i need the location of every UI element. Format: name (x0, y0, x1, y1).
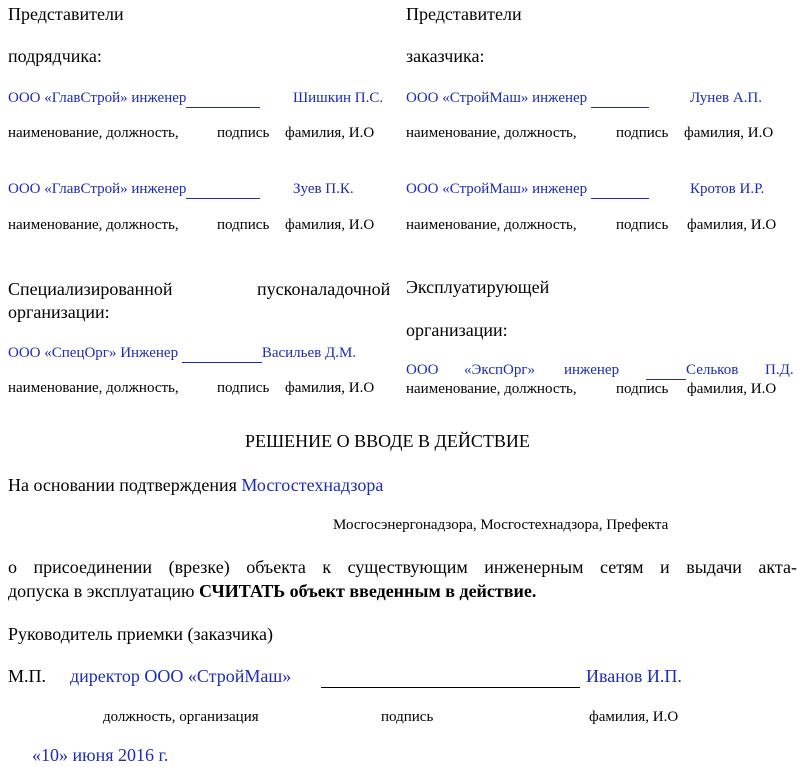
commissioning-title-right: пусконаладочной (257, 279, 391, 299)
caption-signature: подпись (217, 217, 270, 233)
caption-signature: подпись (217, 380, 270, 396)
signature-line (186, 181, 260, 199)
caption-name-position: наименование, должность, (406, 381, 577, 397)
commissioning-title-left: Специализированной (8, 279, 173, 299)
caption-signature: подпись (616, 125, 669, 141)
commissioning-rep (8, 345, 356, 363)
stamp-label: М.П. (8, 666, 47, 686)
caption-surname: фамилия, И.О (687, 217, 777, 233)
contractor-rep-2 (8, 181, 260, 199)
customer-rep-1 (406, 90, 649, 108)
signature-line (186, 90, 260, 108)
caption-name-position: наименование, должность, (8, 217, 179, 233)
customer-rep-1-org: ООО «СтройМаш» инженер (406, 90, 588, 106)
caption-signature: подпись (381, 709, 434, 725)
signature-line (591, 181, 649, 199)
signature-line (591, 90, 649, 108)
caption-surname: фамилия, И.О (589, 709, 679, 725)
operating-signature-line (646, 362, 686, 380)
caption-signature: подпись (217, 125, 270, 141)
contractor-rep-1 (8, 90, 260, 108)
operating-title-2: организации: (406, 320, 508, 340)
caption-surname: фамилия, И.О (687, 381, 777, 397)
head-position: директор ООО «СтройМаш» (70, 666, 292, 686)
caption-signature: подпись (616, 381, 669, 397)
decision-authorities-hint: Мосгосэнергонадзора, Мосгостехнадзора, Префекта (333, 517, 669, 533)
decision-basis-prefix: На основании подтверждения (8, 475, 237, 495)
caption-signature: подпись (616, 217, 669, 233)
decision-paragraph-line-2 (8, 581, 536, 602)
caption-name-position: наименование, должность, (406, 217, 577, 233)
caption-surname: фамилия, И.О (285, 217, 375, 233)
caption-name-position: наименование, должность, (8, 125, 179, 141)
caption-name-position: наименование, должность, (8, 380, 179, 396)
decision-paragraph-prefix: допуска в эксплуатацию (8, 581, 195, 601)
head-signature-line (321, 666, 580, 688)
customer-title-2: заказчика: (406, 46, 485, 66)
decision-basis-authority: Мосгостехнадзора (241, 475, 384, 495)
commissioning-title-2: организации: (8, 302, 110, 322)
head-label: Руководитель приемки (заказчика) (8, 624, 274, 644)
decision-date: «10» июня 2016 г. (32, 745, 169, 765)
contractor-rep-2-org: ООО «ГлавСтрой» инженер (8, 181, 187, 197)
operating-rep-org-2: «ЭкспОрг» (464, 362, 535, 378)
customer-rep-2-name: Кротов И.Р. (690, 181, 765, 197)
contractor-title-2: подрядчика: (8, 46, 102, 66)
caption-name-position: наименование, должность, (406, 125, 577, 141)
operating-title-1: Эксплуатирующей (406, 277, 550, 297)
operating-rep-org-3: инженер (564, 362, 620, 378)
commissioning-rep-org: ООО «СпецОрг» Инженер (8, 345, 179, 361)
head-name: Иванов И.П. (586, 666, 682, 686)
customer-rep-2-org: ООО «СтройМаш» инженер (406, 181, 588, 197)
customer-rep-2 (406, 181, 649, 199)
operating-rep-name-1: Сельков (686, 362, 739, 378)
contractor-rep-2-name: Зуев П.К. (293, 181, 354, 197)
signature-line (182, 345, 262, 363)
contractor-rep-1-name: Шишкин П.С. (293, 90, 384, 106)
caption-surname: фамилия, И.О (285, 125, 375, 141)
decision-basis (8, 475, 383, 496)
decision-title: РЕШЕНИЕ О ВВОДЕ В ДЕЙСТВИЕ (245, 431, 530, 451)
contractor-rep-1-org: ООО «ГлавСтрой» инженер (8, 90, 187, 106)
caption-surname: фамилия, И.О (684, 125, 774, 141)
customer-rep-1-name: Лунев А.П. (690, 90, 762, 106)
caption-position-org: должность, организация (103, 709, 259, 725)
caption-surname: фамилия, И.О (285, 380, 375, 396)
commissioning-rep-name: Васильев Д.М. (261, 345, 357, 361)
contractor-title-1: Представители (8, 4, 124, 24)
operating-rep-name-2: П.Д. (765, 362, 794, 378)
decision-paragraph-line-1: о присоединении (врезке) объекта к существующим инженерным сетям и выдачи акта- (8, 557, 797, 577)
customer-title-1: Представители (406, 4, 522, 24)
decision-paragraph-bold: СЧИТАТЬ объект введенным в действие. (198, 581, 537, 601)
operating-rep-org-1: ООО (406, 362, 439, 378)
